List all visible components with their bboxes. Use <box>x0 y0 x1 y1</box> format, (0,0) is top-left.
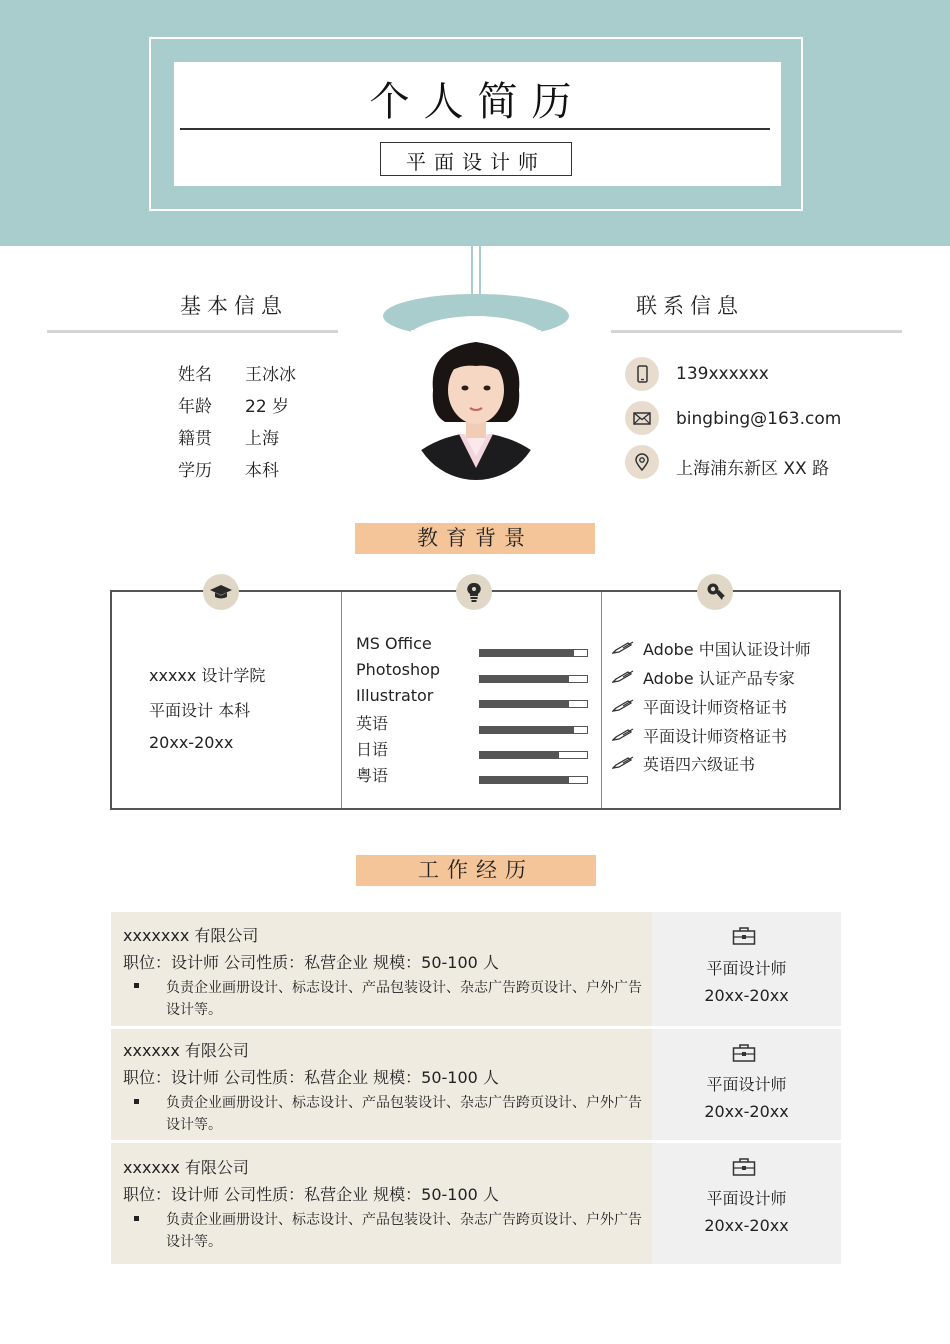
phone-icon <box>625 357 659 391</box>
skill-name: MS Office <box>356 634 432 653</box>
job-entry <box>111 1029 841 1140</box>
skill-level-bar <box>479 726 588 734</box>
name-label: 姓名 <box>178 365 212 385</box>
study-years: 20xx-20xx <box>149 733 234 752</box>
skill-name: 日语 <box>356 740 389 759</box>
skill-name: Illustrator <box>356 686 434 705</box>
major-degree: 平面设计 本科 <box>149 701 251 720</box>
hometown-value: 上海 <box>245 429 279 449</box>
bullet <box>134 983 139 988</box>
job-company: xxxxxx 有限公司 <box>123 1041 249 1060</box>
job-description: 负责企业画册设计、标志设计、产品包装设计、杂志广告跨页设计、户外广告设计等。 <box>166 980 642 1018</box>
school-name: xxxxx 设计学院 <box>149 666 266 685</box>
contact-heading: 联系信息 <box>636 294 744 318</box>
address-text: 上海浦东新区 XX 路 <box>676 459 830 479</box>
name-value: 王冰冰 <box>245 365 296 385</box>
job-entry <box>111 912 841 1026</box>
skill-level-bar <box>479 776 588 784</box>
lightbulb-icon <box>456 574 492 610</box>
email-text: bingbing@163.com <box>676 409 842 429</box>
job-company: xxxxxxx 有限公司 <box>123 926 259 945</box>
skill-name: Photoshop <box>356 660 441 679</box>
job-role: 平面设计师 <box>706 959 787 978</box>
pen-icon <box>612 699 634 713</box>
profile-photo <box>411 330 541 480</box>
education-column-divider <box>341 592 342 808</box>
pen-icon <box>612 641 634 655</box>
job-years: 20xx-20xx <box>704 1216 789 1235</box>
skill-name: 英语 <box>356 714 389 733</box>
job-meta: 职位：设计师 公司性质：私营企业 规模：50-100 人 <box>123 1185 499 1204</box>
basic-info-divider <box>47 330 338 333</box>
skill-level-bar <box>479 700 588 708</box>
job-description: 负责企业画册设计、标志设计、产品包装设计、杂志广告跨页设计、户外广告设计等。 <box>166 1212 642 1250</box>
title-divider <box>180 128 770 130</box>
education-column-divider <box>601 592 602 808</box>
contact-divider <box>611 330 902 333</box>
photo-connector <box>471 211 481 296</box>
award-icon <box>697 574 733 610</box>
briefcase-icon <box>732 926 756 946</box>
job-meta: 职位：设计师 公司性质：私营企业 规模：50-100 人 <box>123 1068 499 1087</box>
graduation-cap-icon <box>203 574 239 610</box>
basic-info-heading: 基本信息 <box>180 294 288 318</box>
education-label: 学历 <box>178 461 212 481</box>
job-entry <box>111 1143 841 1264</box>
pen-icon <box>612 728 634 742</box>
work-section-tag: 工作经历 <box>356 855 596 886</box>
skill-level-bar <box>479 751 588 759</box>
job-description: 负责企业画册设计、标志设计、产品包装设计、杂志广告跨页设计、户外广告设计等。 <box>166 1095 642 1133</box>
briefcase-icon <box>732 1043 756 1063</box>
briefcase-icon <box>732 1157 756 1177</box>
title-card <box>174 62 781 186</box>
education-section-tag: 教育背景 <box>355 523 595 554</box>
location-icon <box>625 445 659 479</box>
pen-icon <box>612 756 634 770</box>
age-value: 22 岁 <box>245 397 290 417</box>
job-years: 20xx-20xx <box>704 1102 789 1121</box>
bullet <box>134 1099 139 1104</box>
skill-name: 粤语 <box>356 766 389 785</box>
skill-level-bar <box>479 649 588 657</box>
page-title: 个人简历 <box>369 79 586 125</box>
bullet <box>134 1216 139 1221</box>
job-role: 平面设计师 <box>706 1075 787 1094</box>
job-meta: 职位：设计师 公司性质：私营企业 规模：50-100 人 <box>123 953 499 972</box>
skill-level-bar <box>479 675 588 683</box>
phone-text: 139xxxxxx <box>676 364 769 384</box>
education-value: 本科 <box>245 461 279 481</box>
job-title-badge: 平面设计师 <box>380 142 572 176</box>
hometown-label: 籍贯 <box>178 429 212 449</box>
pen-icon <box>612 670 634 684</box>
job-years: 20xx-20xx <box>704 986 789 1005</box>
job-role: 平面设计师 <box>706 1189 787 1208</box>
age-label: 年龄 <box>178 397 212 417</box>
mail-icon <box>625 401 659 435</box>
job-company: xxxxxx 有限公司 <box>123 1158 249 1177</box>
